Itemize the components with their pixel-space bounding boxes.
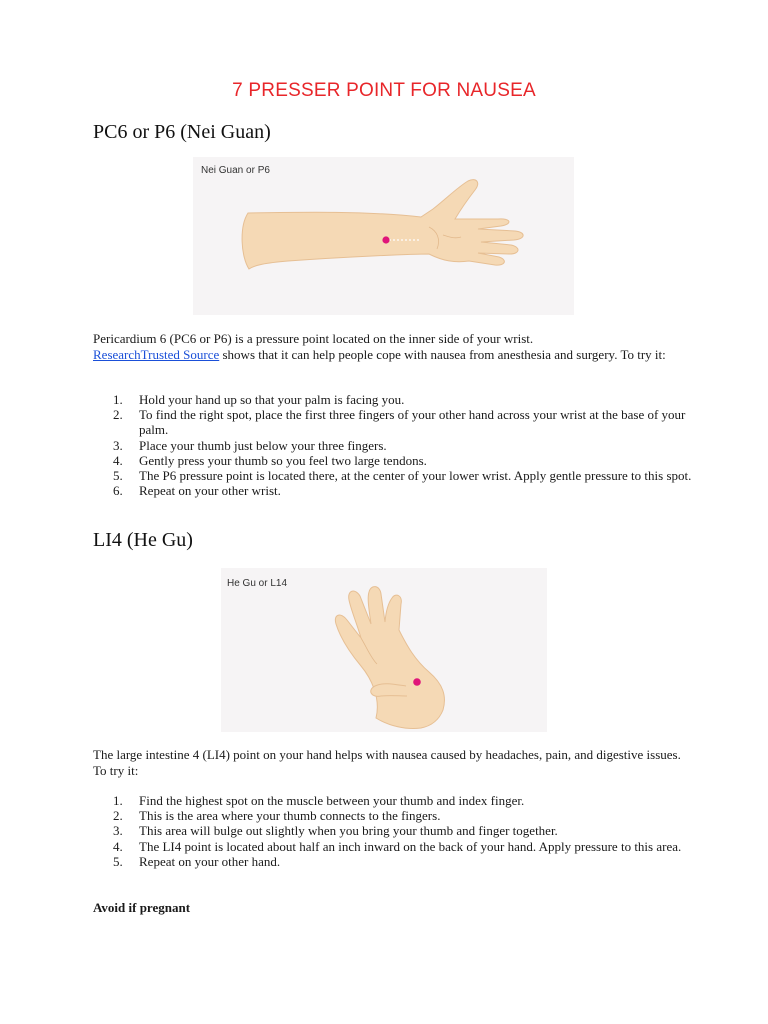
li4-intro-paragraph: The large intestine 4 (LI4) point on your hand helps with nausea caused by headaches, pain, and digestive issues. To try it: — [93, 747, 681, 778]
li4-point-marker — [413, 678, 421, 686]
list-number: 2. — [113, 407, 123, 423]
p6-point-marker — [382, 236, 389, 243]
list-number: 5. — [113, 853, 123, 869]
research-trusted-source-link[interactable]: ResearchTrusted Source — [93, 346, 220, 362]
hand-drawing — [221, 568, 547, 732]
list-number: 2. — [113, 808, 123, 824]
list-item — [93, 453, 693, 468]
list-item-text: To find the right spot, place the first three fingers of your other hand across your wrist at the base of your palm. — [139, 407, 686, 438]
list-item-text: Find the highest spot on the muscle between your thumb and index finger. — [139, 793, 525, 808]
list-item — [93, 392, 693, 407]
p6-figure-caption: Nei Guan or P6 — [201, 165, 270, 176]
section-heading-li4: LI4 (He Gu) — [93, 529, 193, 551]
arm-drawing — [193, 157, 574, 315]
p6-intro-paragraph — [93, 331, 683, 362]
list-item — [93, 483, 693, 498]
list-item-text: Repeat on your other hand. — [139, 853, 281, 869]
p6-steps-list — [93, 392, 693, 498]
list-number: 3. — [113, 437, 123, 453]
list-item — [93, 793, 693, 808]
list-item — [93, 407, 693, 437]
list-number: 4. — [113, 452, 123, 468]
li4-steps-list — [93, 793, 693, 869]
p6-intro-text-continued: shows that it can help people cope with nausea from anesthesia and surgery. To try it: — [219, 346, 666, 362]
list-item — [93, 823, 693, 838]
pregnancy-warning: Avoid if pregnant — [93, 900, 191, 915]
p6-illustration — [193, 157, 574, 315]
list-item — [93, 808, 693, 823]
list-item-text: Hold your hand up so that your palm is facing you. — [139, 392, 405, 407]
li4-illustration — [221, 568, 547, 732]
list-item — [93, 839, 693, 854]
list-number: 4. — [113, 838, 123, 854]
list-item-text: Gently press your thumb so you feel two large tendons. — [139, 452, 427, 468]
p6-intro-text: Pericardium 6 (PC6 or P6) is a pressure point located on the inner side of your wrist. — [93, 331, 534, 346]
list-number: 3. — [113, 823, 123, 839]
list-item-text: Repeat on your other wrist. — [139, 483, 281, 499]
list-number: 5. — [113, 468, 123, 484]
list-item — [93, 468, 693, 483]
list-item — [93, 854, 693, 869]
section-heading-p6: PC6 or P6 (Nei Guan) — [93, 121, 271, 143]
list-number: 1. — [113, 793, 123, 808]
list-number: 6. — [113, 483, 123, 499]
list-item-text: Place your thumb just below your three fingers. — [139, 437, 387, 453]
list-item-text: The P6 pressure point is located there, at the center of your lower wrist. Apply gentle pressure to this spot. — [139, 468, 692, 484]
list-item-text: This is the area where your thumb connects to the fingers. — [139, 808, 441, 824]
list-item-text: The LI4 point is located about half an inch inward on the back of your hand. Apply pressure to this area. — [139, 838, 682, 854]
li4-figure-caption: He Gu or L14 — [227, 578, 288, 589]
list-number: 1. — [113, 392, 123, 407]
document-title: 7 PRESSER POINT FOR NAUSEA — [232, 80, 536, 101]
list-item — [93, 438, 693, 453]
list-item-text: This area will bulge out slightly when you bring your thumb and finger together. — [139, 823, 558, 839]
